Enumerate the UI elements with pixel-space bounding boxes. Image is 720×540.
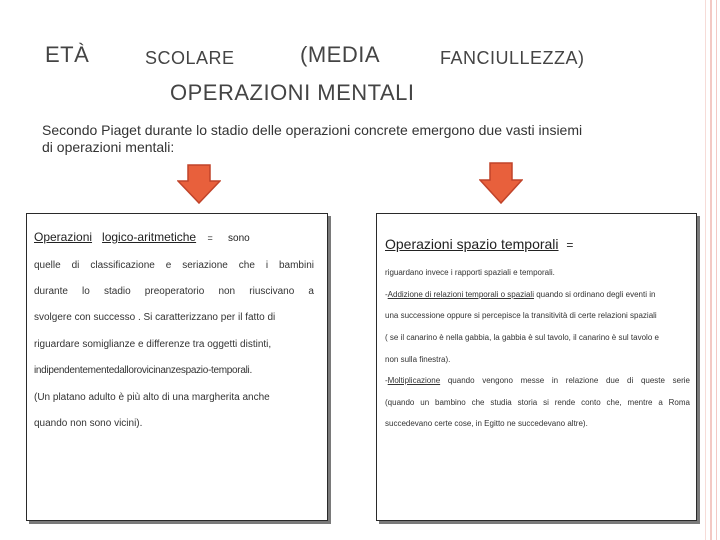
underlined-term: Addizione di relazioni temporali o spaziali — [387, 290, 534, 299]
page-border-line — [705, 0, 706, 540]
body-line: quelle di classificazione e seriazione che i bambini — [34, 260, 314, 271]
heading-word: logico-aritmetiche — [102, 230, 197, 244]
body-line: non sulla finestra). — [385, 355, 451, 364]
body-line: (Un platano adulto è più alto di una margherita anche — [34, 392, 270, 403]
bullet-dash: - — [385, 376, 388, 385]
down-arrow-icon — [479, 162, 523, 204]
body-line — [385, 376, 690, 387]
spatio-temporal-heading — [385, 236, 573, 252]
heading-word: Operazioni — [34, 230, 93, 244]
body-line: riguardare somiglianze e differenze tra oggetti distinti, — [34, 339, 272, 350]
intro-line: di operazioni mentali: — [42, 139, 175, 155]
body-line: durante lo stadio preoperatorio non riuscivano a — [34, 286, 314, 297]
intro-text — [42, 122, 682, 156]
title-media: (MEDIA — [300, 42, 380, 67]
heading-text: Operazioni spazio temporali — [385, 236, 559, 252]
line-rest: quando si ordinano degli eventi in — [536, 290, 656, 299]
body-line: (quando un bambino che studia storia si rende conto che, mentre a Roma — [385, 398, 690, 407]
title-scolare: SCOLARE — [145, 48, 235, 68]
heading-equals: = — [566, 238, 574, 252]
body-line: indipendentementedallorovicinanzespazio-temporali. — [34, 365, 252, 376]
body-line: quando non sono vicini). — [34, 418, 143, 429]
page-border-line — [716, 0, 717, 540]
heading-sono: sono — [228, 233, 250, 244]
intro-line: Secondo Piaget durante lo stadio delle operazioni concrete emergono due vasti insiemi — [42, 122, 583, 138]
body-line: svolgere con successo . Si caratterizzano per il fatto di — [34, 312, 276, 323]
spatio-temporal-box — [376, 213, 697, 521]
bullet-dash: - — [385, 290, 388, 299]
down-arrow-icon — [177, 164, 221, 204]
logic-arithmetic-heading — [34, 230, 250, 244]
line-rest: quando vengono messe in relazione due di queste serie — [447, 376, 690, 385]
title-eta: ETÀ — [45, 42, 90, 67]
body-line — [385, 290, 690, 299]
page-border-line — [710, 0, 712, 540]
underlined-term: Moltiplicazione — [387, 376, 441, 385]
body-line: ( se il canarino è nella gabbia, la gabbia è sul tavolo, il canarino è sul tavolo e — [385, 333, 659, 342]
title-fanciullezza: FANCIULLEZZA) — [440, 48, 585, 68]
heading-equals: = — [207, 233, 213, 243]
title-line-2: OPERAZIONI MENTALI — [170, 80, 415, 105]
body-line: riguardano invece i rapporti spaziali e temporali. — [385, 268, 555, 277]
logic-arithmetic-box — [26, 213, 328, 521]
body-line: succedevano certe cose, in Egitto ne succedevano altre). — [385, 419, 588, 428]
body-line: una successione oppure si percepisce la transitività di certe relazioni spaziali — [385, 311, 657, 320]
